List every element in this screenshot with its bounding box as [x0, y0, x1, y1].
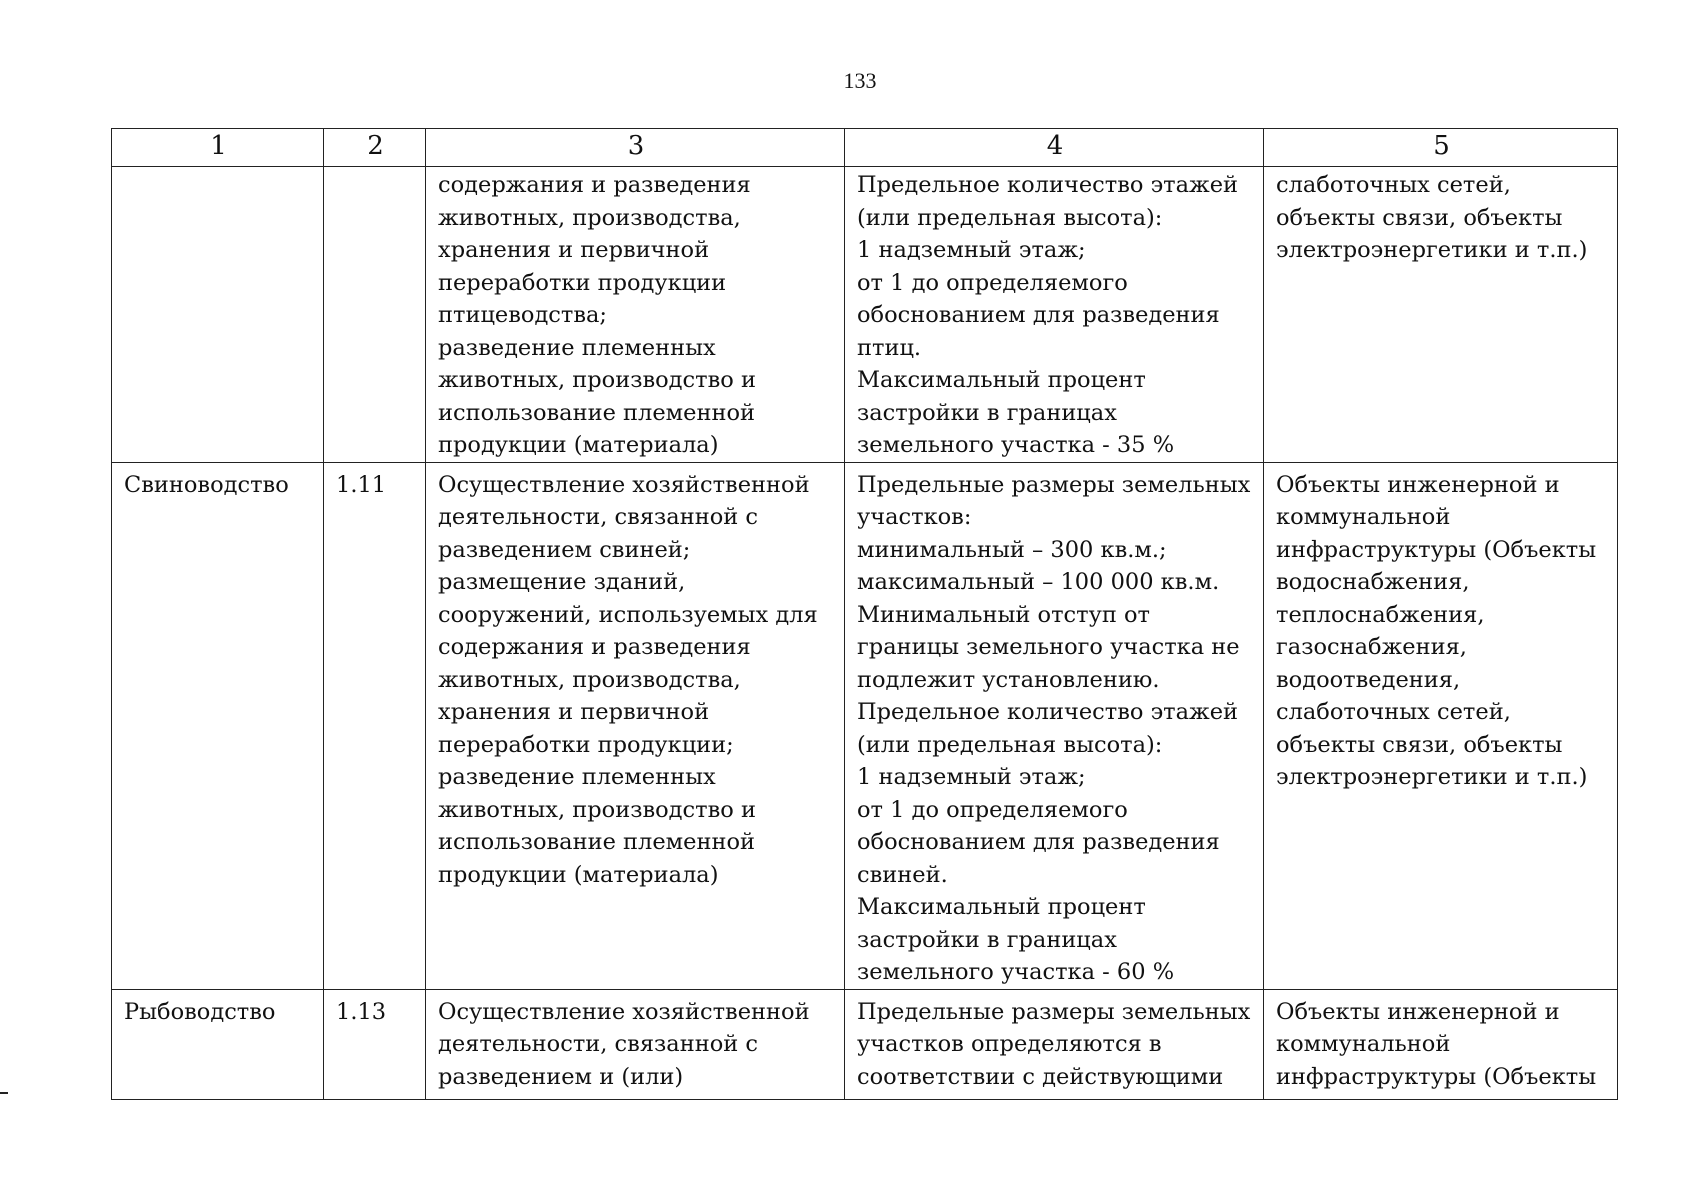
cell-line: соответствии с действующими	[857, 1063, 1224, 1090]
cell-line: сооружений, используемых для	[438, 601, 818, 628]
cell-line: переработки продукции	[438, 269, 727, 296]
cell-code	[324, 167, 426, 463]
column-header-5: 5	[1264, 129, 1618, 167]
cell-code	[324, 462, 426, 989]
cell-line: деятельности, связанной с	[438, 1031, 758, 1057]
cell-code	[324, 989, 426, 1099]
cell-line: содержания и разведения	[438, 172, 751, 198]
cell-line: объекты связи, объекты	[1276, 731, 1563, 758]
cell-line: хранения и первичной	[438, 699, 710, 725]
cell-line: продукции (материала)	[438, 432, 719, 458]
cell-line: Свиноводство	[124, 471, 289, 498]
cell-line: инфраструктуры (Объекты	[1276, 1063, 1597, 1090]
cell-auxiliary-uses	[1264, 989, 1618, 1099]
column-header-1: 1	[112, 129, 324, 167]
cell-line: Объекты инженерной и	[1276, 471, 1560, 498]
cell-line: Предельные размеры земельных	[857, 471, 1251, 498]
cell-line: теплоснабжения,	[1276, 601, 1485, 628]
cell-line: Максимальный процент	[857, 367, 1146, 393]
cell-line: деятельности, связанной с	[438, 504, 758, 530]
cell-parameters	[845, 167, 1264, 463]
cell-line: газоснабжения,	[1276, 634, 1467, 660]
cell-line: водоотведения,	[1276, 666, 1461, 693]
cell-description	[426, 167, 845, 463]
cell-line: электроэнергетики и т.п.)	[1276, 237, 1588, 263]
cell-parameters	[845, 462, 1264, 989]
cell-line: Осуществление хозяйственной	[438, 998, 810, 1025]
cell-line: разведением и (или)	[438, 1063, 684, 1090]
column-header-3: 3	[426, 129, 845, 167]
cell-line: размещение зданий,	[438, 569, 686, 595]
cell-line: 1 надземный этаж;	[857, 237, 1086, 263]
cell-line: Предельные размеры земельных	[857, 998, 1251, 1025]
cell-line: 1.13	[336, 998, 387, 1025]
cell-line: Максимальный процент	[857, 894, 1146, 920]
cell-name	[112, 989, 324, 1099]
cell-name	[112, 167, 324, 463]
cell-line: свиней.	[857, 861, 948, 888]
cell-line: водоснабжения,	[1276, 569, 1470, 595]
cell-line: птицеводства;	[438, 302, 608, 328]
cell-line: обоснованием для разведения	[857, 302, 1220, 328]
cell-line: (или предельная высота):	[857, 731, 1163, 758]
cell-line: животных, производства,	[438, 666, 741, 693]
cell-line: птиц.	[857, 334, 922, 361]
cell-auxiliary-uses	[1264, 462, 1618, 989]
cell-line: участков:	[857, 504, 972, 530]
cell-line: от 1 до определяемого	[857, 269, 1128, 296]
cell-line: слаботочных сетей,	[1276, 172, 1511, 198]
table-header-row	[112, 129, 1618, 167]
cell-line: Минимальный отступ от	[857, 601, 1150, 628]
cell-line: продукции (материала)	[438, 861, 719, 888]
cell-line: максимальный – 100 000 кв.м.	[857, 569, 1220, 595]
cell-line: животных, производство и	[438, 796, 756, 823]
cell-description	[426, 462, 845, 989]
cell-line: содержания и разведения	[438, 634, 751, 660]
cell-line: Рыбоводство	[124, 998, 276, 1025]
cell-line: разведением свиней;	[438, 536, 691, 563]
cell-line: 1 надземный этаж;	[857, 764, 1086, 790]
cell-line: Предельное количество этажей	[857, 172, 1239, 198]
cell-line: земельного участка - 60 %	[857, 959, 1175, 985]
table-row	[112, 462, 1618, 989]
cell-line: минимальный – 300 кв.м.;	[857, 536, 1167, 563]
cell-line: участков определяются в	[857, 1031, 1162, 1057]
column-header-2: 2	[324, 129, 426, 167]
cell-line: электроэнергетики и т.п.)	[1276, 764, 1588, 790]
cell-line: переработки продукции;	[438, 731, 734, 758]
cell-line: слаботочных сетей,	[1276, 699, 1511, 725]
cell-line: животных, производство и	[438, 367, 756, 393]
page-number: 133	[843, 68, 877, 93]
cell-line: коммунальной	[1276, 1031, 1451, 1057]
cell-parameters	[845, 989, 1264, 1099]
column-header-4: 4	[845, 129, 1264, 167]
cell-line: коммунальной	[1276, 504, 1451, 530]
cell-line: Предельное количество этажей	[857, 699, 1239, 725]
cell-line: 1.11	[336, 471, 387, 498]
cell-line: земельного участка - 35 %	[857, 432, 1175, 458]
cell-line: разведение племенных	[438, 764, 716, 790]
cell-line: застройки в границах	[857, 399, 1117, 426]
cell-line: использование племенной	[438, 399, 755, 426]
cell-line: от 1 до определяемого	[857, 796, 1128, 823]
cell-name	[112, 462, 324, 989]
cell-line: застройки в границах	[857, 926, 1117, 953]
table-row	[112, 989, 1618, 1099]
margin-mark	[0, 1092, 8, 1094]
cell-line: (или предельная высота):	[857, 204, 1163, 231]
cell-line: хранения и первичной	[438, 237, 710, 263]
cell-line: границы земельного участка не	[857, 634, 1240, 660]
cell-line: объекты связи, объекты	[1276, 204, 1563, 231]
cell-line: Объекты инженерной и	[1276, 998, 1560, 1025]
cell-line: обоснованием для разведения	[857, 829, 1220, 855]
cell-line: Осуществление хозяйственной	[438, 471, 810, 498]
cell-description	[426, 989, 845, 1099]
table-row	[112, 167, 1618, 463]
cell-line: подлежит установлению.	[857, 666, 1160, 693]
cell-line: животных, производства,	[438, 204, 741, 231]
cell-line: разведение племенных	[438, 334, 716, 361]
regulations-table	[111, 128, 1618, 1100]
cell-line: инфраструктуры (Объекты	[1276, 536, 1597, 563]
cell-auxiliary-uses	[1264, 167, 1618, 463]
cell-line: использование племенной	[438, 829, 755, 855]
